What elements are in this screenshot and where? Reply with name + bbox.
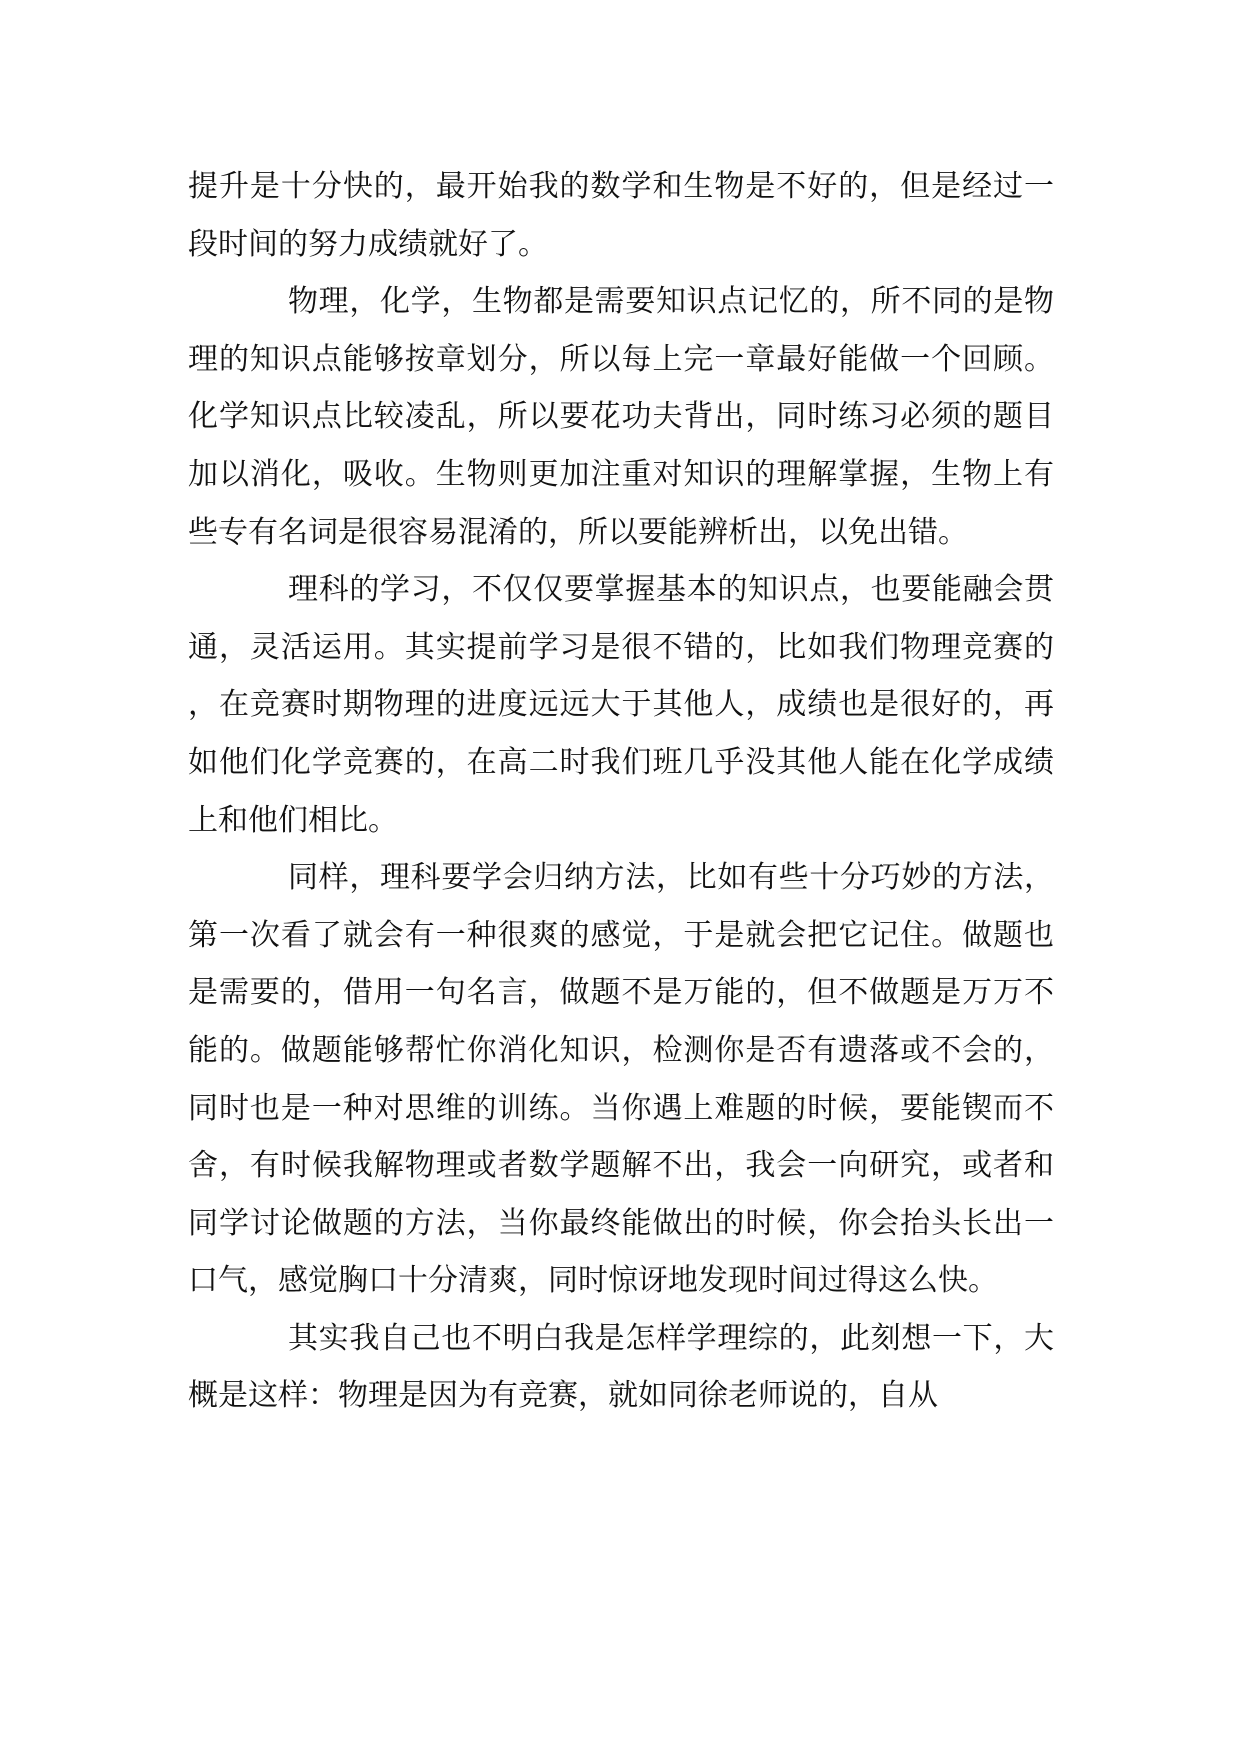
paragraph-5: 其实我自己也不明白我是怎样学理综的，此刻想一下，大概是这样：物理是因为有竞赛，就如同徐老师说的，自从 xyxy=(188,1320,1054,1414)
paragraph-1: 提升是十分快的，最开始我的数学和生物是不好的，但是经过一段时间的努力成绩就好了。 xyxy=(188,169,1054,262)
paragraph-4: 同样，理科要学会归纳方法，比如有些十分巧妙的方法，第一次看了就会有一种很爽的感觉，于是就会把它记住。做题也是需要的，借用一句名言，做题不是万能的，但不做题是万万不能的。做题能够帮忙你消化知识，检测你是否有遗落或不会的，同时也是一种对思维的训练。当你遇上难题的时候，要能锲而不舍，有时候我解物理或者数学题解不出，我会一向研究，或者和同学讨论做题的方法，当你最终能做出的时候，你会抬头长出一口气，感觉胸口十分清爽，同时惊讶地发现时间过得这么快。 xyxy=(188,860,1054,1299)
paragraph-2: 物理，化学，生物都是需要知识点记忆的，所不同的是物理的知识点能够按章划分，所以每上完一章最好能做一个回顾。化学知识点比较凌乱，所以要花功夫背出，同时练习必须的题目加以消化，吸收。生物则更加注重对知识的理解掌握，生物上有些专有名词是很容易混淆的，所以要能辨析出，以免出错。 xyxy=(188,284,1054,550)
paragraph-3: 理科的学习，不仅仅要掌握基本的知识点，也要能融会贯通，灵活运用。其实提前学习是很不错的，比如我们物理竞赛的，在竞赛时期物理的进度远远大于其他人，成绩也是很好的，再如他们化学竞赛的，在高二时我们班几乎没其他人能在化学成绩上和他们相比。 xyxy=(188,572,1054,838)
document-page xyxy=(188,158,1054,1425)
